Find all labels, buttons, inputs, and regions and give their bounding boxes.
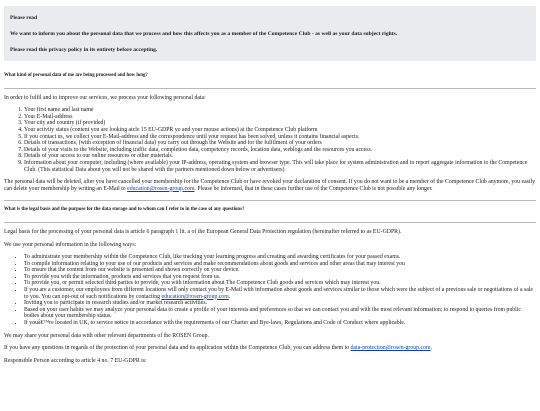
education-email-link[interactable]: education@rosen-group.com	[127, 185, 195, 192]
notice-read-entirety: Please read this privacy policy in its entirety before accepting.	[10, 47, 158, 53]
usage-list	[4, 254, 536, 327]
list-item: 3. Your city and country (if provided)	[24, 120, 536, 127]
list-item: • If youâ€™re located in UK, to service notice in accordance with the requirements of our Charter and Bye-laws, Regulations and Code of Conduct where applicable.	[24, 320, 536, 327]
list-item: 4. Your activity status (content you are looking atcle 15 EU-GDPR yo and your mouse actions) at the Competence Club platform	[24, 127, 536, 134]
share-paragraph: We may share your personal data with other relevant departments of the ROSEN Group.	[4, 332, 209, 339]
section-question-data-types: What kind of personal data of me are being processed and how long?	[4, 73, 148, 78]
list-item: • If you are a customer, our employees from different locations will only contact you by E-Mail with information about goods and services similar to those which were the subject of a previous sale or negotiations of a sale to you. You can opt-out of such notifications by contacting education@rosen-group.com.	[24, 287, 536, 300]
data-protection-email-link[interactable]: data-protection@rosen-group.com	[350, 345, 431, 352]
list-item: 1. Your first name and last name	[24, 107, 536, 114]
notice-inform: We want to inform you about the personal data that we process and how this affects you as a member of the Competence Club - as well as your data subject rights.	[10, 31, 398, 37]
section-question-legal-basis: What is the legal basis and the purpose for the data storage and to whom can I refer to in the case of any questions?	[4, 207, 245, 213]
list-item: 7. Details of your visits to the Website, including traffic data, completion data, competency records, location data, weblogs and the resources you access.	[24, 147, 536, 154]
list-item: 9. Information about your computer, including (where available) your IP-address, operating system and browser type. This will take place for system administration and to report aggregate information to the Competence Club. (This statistical Data about you will not be shared with the partners mentioned down below or advertisers)	[24, 160, 536, 173]
divider	[4, 200, 536, 201]
personal-data-list	[4, 107, 536, 173]
list-item: • To compile information relating to your use of our products and services and make recommendations about goods and services and other areas that may interest you	[24, 261, 536, 268]
optout-email-link[interactable]: education@rosen-group.com	[161, 293, 229, 300]
list-item: 5. If you contact us, we collect your E-Mail-address and the correspondence until your request has been solved, unless it contains financial aspects.	[24, 134, 536, 141]
list-item: 6. Details of transactions, (with exception of financial data) you carry out through the Website and for the fulfilment of your orders	[24, 140, 536, 147]
policy-content	[0, 73, 540, 364]
notice-heading: Please read	[10, 15, 38, 21]
deletion-paragraph: The personal data will be deleted, after you have cancelled your membership for the Competence Club or have revoked your declaration of consent. If you do not want to be a member of the Competence Club anymore, you easily can delete your membership by writing an E-Mail to education@rosen-group.com. Please be informed, that in these cases further use of the Competence Club is not possible any longer.	[4, 179, 536, 192]
list-item: • To provide you with the information, products and services that you request from us.	[24, 274, 536, 281]
notice-box	[4, 6, 536, 61]
divider	[4, 88, 536, 89]
divider	[4, 222, 536, 223]
section1-intro: In order to fulfil and to improve our services, we process your following personal data:	[4, 94, 206, 101]
use-intro: We use your personal information in the following ways:	[4, 241, 137, 248]
list-item: 8. Details of your access to our online resources or other materials.	[24, 153, 536, 160]
list-item: • To ensure that the content from our website is presented and shown correctly on your device.	[24, 267, 536, 274]
list-item: 2. Your E-Mail-address	[24, 114, 536, 121]
list-item: • Based on your user habits we may analyze your personal data to create a profile of your interests and preferences so that we can contact you and with the most relevant information; to respond to queries from public bodies about your membership status.	[24, 307, 536, 320]
list-item: • To administrate your membership within the Competence Club, like tracking your learning progress and creating and awarding certificates for your passed exams.	[24, 254, 536, 261]
list-item: • Inviting you to participate in research studies and/or market research activities.	[24, 300, 536, 307]
list-item: • To provide you, or permit selected third parties to provide, you with information about The Competence Club goods and services which may interest you.	[24, 280, 536, 287]
legal-basis-paragraph: Legal basis for the processing of your personal data is article 6 paragraph 1 lit. a of the European General Data Protection regulation (hereinafter referred to as EU-GDPR).	[4, 228, 402, 235]
questions-paragraph: If you have any questions in regards of the protection of your personal data and its application within the Competence Club, you can address them to data-protection@rosen-group.com.	[4, 345, 432, 352]
responsible-person: Responsible Person according to article 4 no. 7 EU-GDPR is:	[4, 357, 147, 364]
